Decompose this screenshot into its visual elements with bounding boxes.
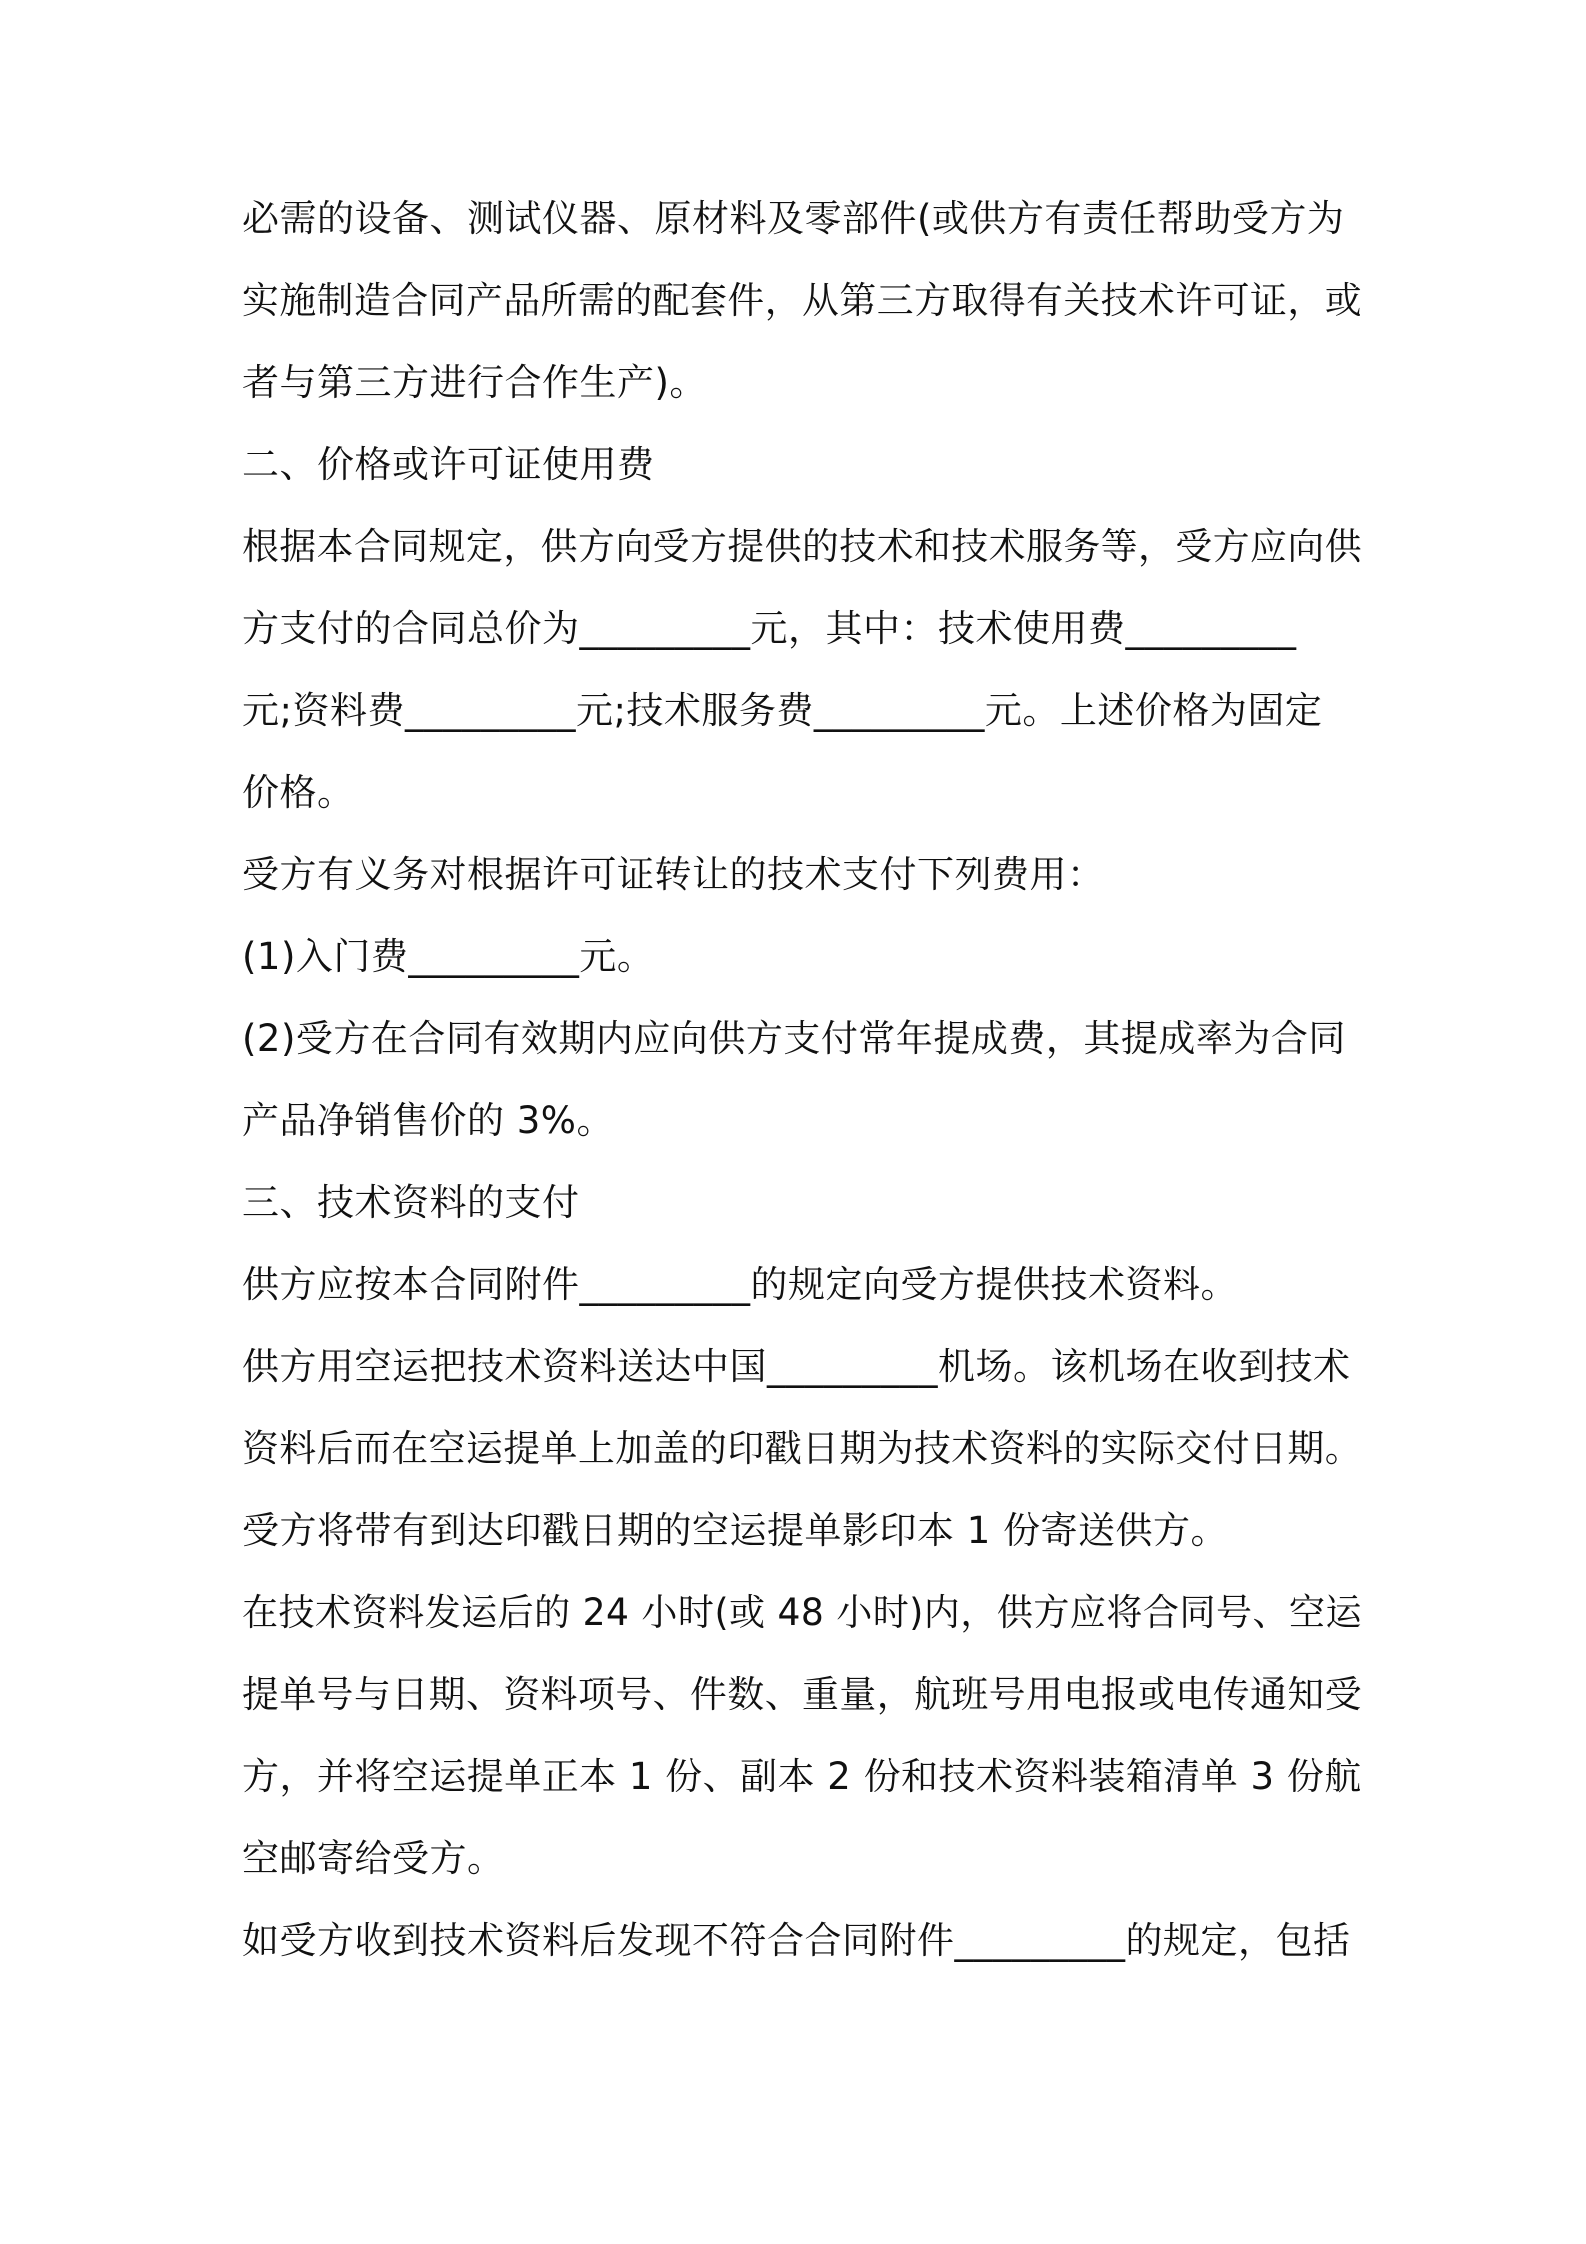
text-line: 空邮寄给受方。 — [242, 1837, 505, 1880]
section-heading: 三、技术资料的支付 — [242, 1181, 580, 1224]
text-line: 价格。 — [242, 771, 355, 814]
text-line: 方，并将空运提单正本 1 份、副本 2 份和技术资料装箱清单 3 份航 — [242, 1755, 1362, 1798]
list-item: (1)入门费_________元。 — [242, 935, 655, 978]
list-item: (2)受方在合同有效期内应向供方支付常年提成费，其提成率为合同 — [242, 1017, 1346, 1060]
text-line: 者与第三方进行合作生产)。 — [242, 361, 707, 404]
text-line: 元;资料费_________元;技术服务费_________元。上述价格为固定 — [242, 689, 1323, 732]
text-line: 供方应按本合同附件_________的规定向受方提供技术资料。 — [242, 1263, 1238, 1306]
section-heading: 二、价格或许可证使用费 — [242, 443, 655, 486]
text-line: 产品净销售价的 3%。 — [242, 1099, 614, 1142]
text-line: 实施制造合同产品所需的配套件，从第三方取得有关技术许可证，或 — [242, 279, 1363, 322]
text-line: 必需的设备、测试仪器、原材料及零部件(或供方有责任帮助受方为 — [242, 197, 1345, 240]
text-line: 方支付的合同总价为_________元，其中：技术使用费_________ — [242, 607, 1297, 650]
text-line: 受方有义务对根据许可证转让的技术支付下列费用： — [242, 853, 1105, 896]
text-line: 受方将带有到达印戳日期的空运提单影印本 1 份寄送供方。 — [242, 1509, 1229, 1552]
text-line: 资料后而在空运提单上加盖的印戳日期为技术资料的实际交付日期。 — [242, 1427, 1363, 1470]
text-line: 供方用空运把技术资料送达中国_________机场。该机场在收到技术 — [242, 1345, 1351, 1388]
text-line: 在技术资料发运后的 24 小时(或 48 小时)内，供方应将合同号、空运 — [242, 1591, 1363, 1634]
text-line: 如受方收到技术资料后发现不符合合同附件_________的规定，包括 — [242, 1919, 1351, 1962]
text-line: 提单号与日期、资料项号、件数、重量，航班号用电报或电传通知受 — [242, 1673, 1363, 1716]
text-line: 根据本合同规定，供方向受方提供的技术和技术服务等，受方应向供 — [242, 525, 1363, 568]
